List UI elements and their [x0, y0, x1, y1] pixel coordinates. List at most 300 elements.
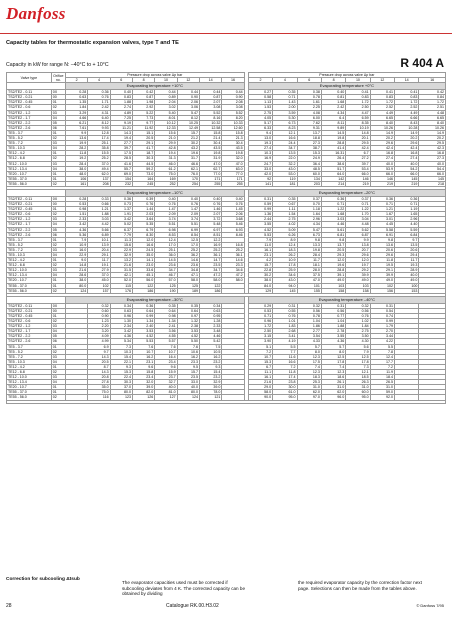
capacity-cell: 0.87: [199, 95, 221, 100]
capacity-cell: 7.2: [370, 364, 394, 369]
capacity-cell: 48.5: [297, 166, 321, 171]
capacity-cell: 7.2: [273, 364, 297, 369]
capacity-cell: 0.99: [248, 207, 272, 212]
capacity-cell: 0.76: [273, 313, 297, 318]
capacity-cell: 29.2: [346, 268, 370, 273]
capacity-cell: 41.7: [132, 146, 154, 151]
capacity-cell: 21.6: [110, 263, 132, 268]
capacity-cell: 12.4: [155, 237, 177, 242]
capacity-cell: 34.7: [273, 146, 297, 151]
valve-type-cell: TE20 - 10.7: [7, 385, 52, 390]
orifice-cell: 01: [51, 278, 65, 283]
capacity-cell: 59.2: [132, 166, 154, 171]
capacity-cell: 12.3: [321, 369, 345, 374]
capacity-cell: 80.0: [110, 390, 132, 395]
capacity-cell: 5.58: [370, 227, 394, 232]
capacity-cell: 25.2: [222, 247, 244, 252]
capacity-cell: 25.3: [297, 380, 321, 385]
pressure-drop-value-left: 16: [222, 78, 244, 83]
capacity-cell: 3.03: [88, 217, 110, 222]
capacity-cell: 4.45: [370, 222, 394, 227]
capacity-cell: 2.06: [177, 100, 199, 105]
capacity-cell: 20.7: [346, 247, 370, 252]
valve-type-cell: TE5 - 7.2: [7, 247, 52, 252]
capacity-cell: 34.6: [273, 273, 297, 278]
capacity-cell: 189: [177, 288, 199, 293]
capacity-cell: 1.34: [132, 319, 154, 324]
header-bar: [0, 0, 452, 34]
capacity-cell: 42.4: [395, 146, 419, 151]
orifice-cell: 03: [51, 161, 65, 166]
orifice-cell: 03: [51, 247, 65, 252]
orifice-cell: 04: [51, 115, 65, 120]
capacity-cell: 23.5: [199, 263, 221, 268]
capacity-cell: 1.84: [65, 105, 87, 110]
capacity-cell: 3.59: [273, 110, 297, 115]
capacity-cell: 1.47: [177, 207, 199, 212]
capacity-cell: 0.35: [273, 196, 297, 201]
capacity-cell: 14.3: [110, 130, 132, 135]
capacity-cell: 23.2: [199, 359, 221, 364]
capacity-cell: 22.4: [110, 375, 132, 380]
capacity-cell: 34.7: [199, 268, 221, 273]
capacity-cell: 1.28: [199, 319, 221, 324]
capacity-cell: 25.2: [88, 156, 110, 161]
capacity-cell: 14.3: [88, 369, 110, 374]
capacity-cell: 6.26: [273, 232, 297, 237]
capacity-cell: 28.4: [65, 161, 87, 166]
capacity-cell: 14.5: [155, 258, 177, 263]
capacity-cell: 12.5: [177, 237, 199, 242]
capacity-cell: 2.40: [132, 324, 154, 329]
capacity-cell: 5.02: [110, 222, 132, 227]
capacity-cell: 19.8: [222, 151, 244, 156]
capacity-cell: 157: [88, 288, 110, 293]
capacity-cell: 32.2: [273, 161, 297, 166]
capacity-cell: 33.0: [248, 166, 272, 171]
capacity-cell: 12.1: [346, 369, 370, 374]
valve-type-cell: TS2/TE2 - 1.7: [7, 329, 52, 334]
capacity-cell: 20.6: [370, 247, 394, 252]
capacity-cell: 142: [321, 176, 345, 181]
capacity-cell: 6.87: [346, 232, 370, 237]
capacity-cell: 0.71: [395, 202, 419, 207]
capacity-cell: 36.0: [155, 253, 177, 258]
capacity-cell: 12.4: [273, 242, 297, 247]
capacity-cell: 35.0: [88, 385, 110, 390]
orifice-cell: 06: [51, 339, 65, 344]
capacity-cell: 10.33: [222, 120, 244, 125]
capacity-cell: 6.59: [346, 115, 370, 120]
capacity-cell: 8.35: [346, 120, 370, 125]
orifice-cell: 0X: [51, 196, 65, 201]
capacity-cell: 60.0: [297, 171, 321, 176]
capacity-cell: 16.6: [273, 359, 297, 364]
capacity-cell: 127: [155, 395, 177, 400]
capacity-cell: 39.9: [370, 273, 394, 278]
valve-type-cell: TE12 - 10.0: [7, 268, 52, 273]
valve-type-cell: TS2/TE2 - 0.6: [7, 105, 52, 110]
capacity-cell: 125: [177, 283, 199, 288]
valve-type-cell: TS2/TE2 - 0.21: [7, 202, 52, 207]
capacity-cell: 32.0: [132, 380, 154, 385]
capacity-cell: 42.4: [370, 146, 394, 151]
capacity-cell: 245: [132, 181, 154, 186]
capacity-cell: 17.4: [273, 375, 297, 380]
capacity-cell: 0.34: [110, 303, 132, 308]
valve-type-cell: TE5 - 7.2: [7, 141, 52, 146]
capacity-cell: 19.6: [321, 263, 345, 268]
capacity-cell: 5.52: [222, 110, 244, 115]
capacity-cell: 145: [419, 176, 446, 181]
capacity-cell: 29.6: [370, 141, 394, 146]
capacity-cell: 10.5: [199, 349, 221, 354]
capacity-cell: 16.6: [132, 242, 154, 247]
capacity-cell: 47.0: [297, 278, 321, 283]
capacity-cell: 7.3: [110, 344, 132, 349]
capacity-cell: 20.2: [419, 136, 446, 141]
capacity-cell: 154: [110, 176, 132, 181]
capacity-cell: 48.0: [65, 171, 87, 176]
capacity-cell: 6.4: [321, 115, 345, 120]
capacity-cell: 57.0: [155, 278, 177, 283]
orifice-cell: 02: [51, 156, 65, 161]
capacity-range-line: Capacity in kW for range N: –40°C to + 10°C: [6, 62, 109, 68]
capacity-cell: 4.33: [297, 339, 321, 344]
blank-cell: [7, 83, 66, 90]
capacity-cell: 25.1: [88, 141, 110, 146]
capacity-cell: 33.0: [177, 380, 199, 385]
capacity-cell: 37.0: [110, 385, 132, 390]
capacity-cell: 38.0: [248, 278, 272, 283]
capacity-cell: 5.36: [65, 232, 87, 237]
capacity-cell: 8.16: [199, 115, 221, 120]
capacity-cell: 100: [395, 283, 419, 288]
capacity-cell: 7.79: [110, 232, 132, 237]
capacity-cell: 12.5: [321, 354, 345, 359]
capacity-cell: 7.6: [177, 344, 199, 349]
capacity-cell: 0.35: [177, 303, 199, 308]
capacity-cell: 134: [297, 176, 321, 181]
capacity-cell: 20.2: [395, 136, 419, 141]
capacity-cell: 0.81: [321, 95, 345, 100]
valve-type-cell: TS2/TE2 - 2.6: [7, 125, 52, 130]
capacity-cell: 29.5: [346, 141, 370, 146]
capacity-cell: 15.8: [199, 130, 221, 135]
valve-type-cell: TE5 - 7.2: [7, 354, 52, 359]
capacity-cell: 40.0: [155, 385, 177, 390]
capacity-cell: 4.99: [88, 339, 110, 344]
capacity-cell: 5.51: [155, 222, 177, 227]
page-number: 28: [6, 603, 12, 609]
capacity-cell: 29.0: [248, 385, 272, 390]
capacity-cell: 28.6: [65, 273, 87, 278]
capacity-cell: 96.0: [321, 395, 345, 400]
capacity-cell: 2.92: [132, 105, 154, 110]
capacity-cell: 0.83: [370, 95, 394, 100]
capacity-cell: 28.4: [297, 253, 321, 258]
capacity-cell: 25.2: [177, 247, 199, 252]
capacity-cell: 59.0: [370, 390, 394, 395]
capacity-cell: 6.00: [297, 115, 321, 120]
capacity-cell: 20.4: [88, 247, 110, 252]
capacity-cell: 43.0: [273, 166, 297, 171]
capacity-cell: 18.3: [273, 247, 297, 252]
capacity-cell: 10.26: [370, 125, 394, 130]
capacity-cell: 81.0: [155, 390, 177, 395]
valve-type-cell: TS2/TE2 - 0.6: [7, 212, 52, 217]
capacity-cell: 19.4: [110, 136, 132, 141]
orifice-cell: 05: [51, 120, 65, 125]
capacity-cell: 0.54: [370, 308, 394, 313]
capacity-cell: 23.4: [132, 375, 154, 380]
capacity-cell: 5.42: [199, 339, 221, 344]
capacity-cell: 0.40: [177, 196, 199, 201]
capacity-cell: 1.79: [370, 324, 394, 329]
capacity-cell: 158: [321, 288, 345, 293]
capacity-cell: 20.2: [370, 136, 394, 141]
capacity-cell: 15.6: [110, 242, 132, 247]
capacity-cell: 23.3: [177, 359, 199, 364]
capacity-cell: 15.8: [222, 130, 244, 135]
orifice-cell: 06: [51, 232, 65, 237]
capacity-cell: 0.31: [370, 303, 394, 308]
capacity-cell: 60.0: [346, 390, 370, 395]
capacity-cell: 0.34: [199, 303, 221, 308]
capacity-cell: 58.0: [199, 278, 221, 283]
capacity-cell: 3.03: [321, 217, 345, 222]
capacity-cell: 0.76: [222, 202, 244, 207]
capacity-cell: 62.0: [88, 171, 110, 176]
capacity-cell: 6.66: [395, 115, 419, 120]
capacity-cell: 0.66: [88, 202, 110, 207]
capacity-cell: 47.0: [199, 161, 221, 166]
capacity-cell: 0.63: [199, 308, 221, 313]
capacity-cell: 1.36: [248, 212, 272, 217]
capacity-cell: 0.63: [110, 308, 132, 313]
capacity-cell: 21.0: [155, 136, 177, 141]
capacity-cell: 13.6: [65, 136, 87, 141]
capacity-cell: 1.68: [321, 100, 345, 105]
capacity-cell: 1.68: [321, 212, 345, 217]
capacity-cell: 28.5: [110, 156, 132, 161]
capacity-cell: 27.2: [346, 156, 370, 161]
capacity-cell: 1.67: [370, 212, 394, 217]
capacity-cell: 1.32: [177, 319, 199, 324]
pressure-drop-value-left: 10: [155, 78, 177, 83]
capacity-cell: 5.17: [248, 120, 272, 125]
capacity-cell: 26.5: [370, 380, 394, 385]
capacity-cell: 10.12: [155, 120, 177, 125]
capacity-cell: 0.89: [155, 95, 177, 100]
capacity-cell: 0.71: [273, 95, 297, 100]
capacity-cell: 8.46: [222, 232, 244, 237]
capacity-cell: 8.12: [88, 120, 110, 125]
capacity-cell: 19.4: [155, 151, 177, 156]
capacity-cell: 97.0: [297, 395, 321, 400]
evaporating-temperature-row: [7, 296, 446, 303]
capacity-cell: 23.0: [132, 263, 154, 268]
capacity-cell: 8.01: [155, 115, 177, 120]
orifice-cell: 03: [51, 354, 65, 359]
valve-type-cell: TS2/TE2 - 0.45: [7, 100, 52, 105]
danfoss-logo: Danfoss: [6, 4, 66, 23]
capacity-cell: 5.66: [88, 227, 110, 232]
capacity-cell: 0.71: [346, 202, 370, 207]
capacity-cell: 22.1: [110, 359, 132, 364]
capacity-cell: 5.09: [273, 227, 297, 232]
capacity-cell: 0.32: [346, 303, 370, 308]
orifice-cell: 01: [51, 176, 65, 181]
capacity-cell: 4.19: [273, 339, 297, 344]
capacity-cell: 6.81: [321, 232, 345, 237]
capacity-cell: 3.08: [222, 105, 244, 110]
capacity-cell: 14.6: [177, 258, 199, 263]
capacity-cell: 10.26: [419, 125, 446, 130]
capacity-cell: 16.6: [273, 136, 297, 141]
valve-type-header: Valve type: [7, 73, 52, 83]
capacity-cell: 214: [321, 181, 345, 186]
capacity-cell: 18.1: [297, 263, 321, 268]
capacity-cell: 31.0: [297, 385, 321, 390]
capacity-cell: 19.6: [177, 151, 199, 156]
blank-cell: [7, 189, 66, 196]
orifice-cell: 01: [51, 207, 65, 212]
capacity-cell: 10.7: [248, 354, 272, 359]
orifice-cell: 02: [51, 105, 65, 110]
pressure-drop-value-right: 4: [273, 78, 297, 83]
capacity-cell: 15.7: [177, 130, 199, 135]
capacity-cell: 9.9: [346, 237, 370, 242]
capacity-cell: 13.5: [273, 151, 297, 156]
capacity-cell: 2.68: [273, 329, 297, 334]
capacity-cell: 2.41: [155, 324, 177, 329]
capacity-cell: 29.4: [395, 253, 419, 258]
capacity-cell: 8.11: [321, 120, 345, 125]
copyright-notice: © Danfoss 7/95: [416, 603, 444, 608]
capacity-cell: 2.44: [248, 217, 272, 222]
capacity-cell: 5.53: [132, 339, 154, 344]
capacity-cell: 26.1: [321, 380, 345, 385]
capacity-cell: 16.9: [248, 156, 272, 161]
capacity-cell: 33.6: [132, 268, 154, 273]
capacity-cell: 0.96: [248, 319, 272, 324]
capacity-cell: 30.4: [222, 141, 244, 146]
capacity-cell: 75.0: [88, 390, 110, 395]
orifice-cell: 06: [51, 125, 65, 130]
capacity-cell: 12.0: [346, 258, 370, 263]
orifice-cell: 01: [51, 313, 65, 318]
valve-type-cell: TE12 - 4.2: [7, 364, 52, 369]
capacity-cell: 32.0: [222, 156, 244, 161]
orifice-cell: 01: [51, 364, 65, 369]
capacity-cell: 219: [395, 181, 419, 186]
capacity-table: [6, 72, 446, 404]
orifice-cell: 02: [51, 181, 65, 186]
capacity-cell: 5.7: [297, 344, 321, 349]
capacity-cell: 0.64: [132, 308, 154, 313]
orifice-cell: 01: [51, 390, 65, 395]
capacity-cell: 5.48: [199, 222, 221, 227]
capacity-cell: 5.22: [132, 110, 154, 115]
valve-type-cell: TE12 - 6.8: [7, 369, 52, 374]
capacity-cell: 0.60: [88, 308, 110, 313]
band-spacer: [7, 400, 446, 403]
capacity-cell: 8.7: [88, 364, 110, 369]
capacity-cell: 6.91: [370, 232, 394, 237]
capacity-cell: 4.36: [321, 339, 345, 344]
pressure-drop-value-left: 12: [177, 78, 199, 83]
capacity-cell: 15.1: [132, 130, 154, 135]
capacity-cell: 17.0: [177, 242, 199, 247]
capacity-cell: 0.42: [132, 90, 154, 95]
capacity-cell: 36.1: [222, 253, 244, 258]
capacity-cell: 0.37: [346, 196, 370, 201]
capacity-cell: 8.54: [177, 232, 199, 237]
orifice-cell: 03: [51, 268, 65, 273]
capacity-cell: 23.3: [222, 263, 244, 268]
valve-type-cell: TE5 - 10.3: [7, 146, 52, 151]
capacity-cell: 12.5: [346, 354, 370, 359]
valve-type-cell: TE55 - 37.0: [7, 283, 52, 288]
capacity-cell: 11.8: [370, 258, 394, 263]
capacity-cell: 0.76: [88, 95, 110, 100]
capacity-cell: 9.4: [248, 130, 272, 135]
capacity-cell: 15.5: [88, 151, 110, 156]
capacity-cell: 3.50: [346, 334, 370, 339]
capacity-cell: 1.72: [419, 100, 446, 105]
capacity-cell: 2.07: [199, 100, 221, 105]
capacity-cell: 90.0: [248, 395, 272, 400]
pressure-drop-value-left: 4: [88, 78, 110, 83]
capacity-cell: 2.52: [395, 105, 419, 110]
capacity-cell: 14.1: [132, 258, 154, 263]
capacity-cell: 1.11: [273, 207, 297, 212]
capacity-cell: 0.97: [177, 313, 199, 318]
capacity-cell: 31.7: [177, 156, 199, 161]
capacity-cell: 29.3: [321, 253, 345, 258]
orifice-cell: 01: [51, 344, 65, 349]
correction-note-right: the required evaporator capacity by the correction factor next page. Selections can then be made from the tables above.: [298, 580, 422, 591]
pressure-drop-value-right: 14: [395, 78, 419, 83]
capacity-cell: 122: [199, 283, 221, 288]
valve-type-cell: TS2/TE2 - 2.6: [7, 232, 52, 237]
capacity-cell: 34.7: [155, 268, 177, 273]
capacity-cell: 15.4: [199, 369, 221, 374]
capacity-cell: 41.4: [321, 146, 345, 151]
capacity-cell: 1.72: [370, 100, 394, 105]
capacity-cell: 5.47: [297, 227, 321, 232]
orifice-cell: 05: [51, 227, 65, 232]
capacity-cell: 30.4: [199, 141, 221, 146]
capacity-cell: 7.61: [65, 125, 87, 130]
capacity-cell: 1.88: [321, 324, 345, 329]
capacity-cell: 5.6: [346, 344, 370, 349]
capacity-cell: 123: [110, 395, 132, 400]
orifice-cell: 04: [51, 273, 65, 278]
capacity-cell: 16.8: [222, 242, 244, 247]
capacity-cell: 30.2: [177, 141, 199, 146]
capacity-cell: 0.28: [65, 196, 87, 201]
capacity-cell: 36.2: [177, 253, 199, 258]
capacity-cell: 145: [395, 176, 419, 181]
capacity-cell: 11.7: [395, 258, 419, 263]
capacity-cell: 0.74: [370, 313, 394, 318]
capacity-cell: 80.0: [65, 283, 87, 288]
capacity-cell: 10.9: [273, 258, 297, 263]
capacity-cell: 39.7: [110, 146, 132, 151]
capacity-cell: 102: [370, 283, 394, 288]
